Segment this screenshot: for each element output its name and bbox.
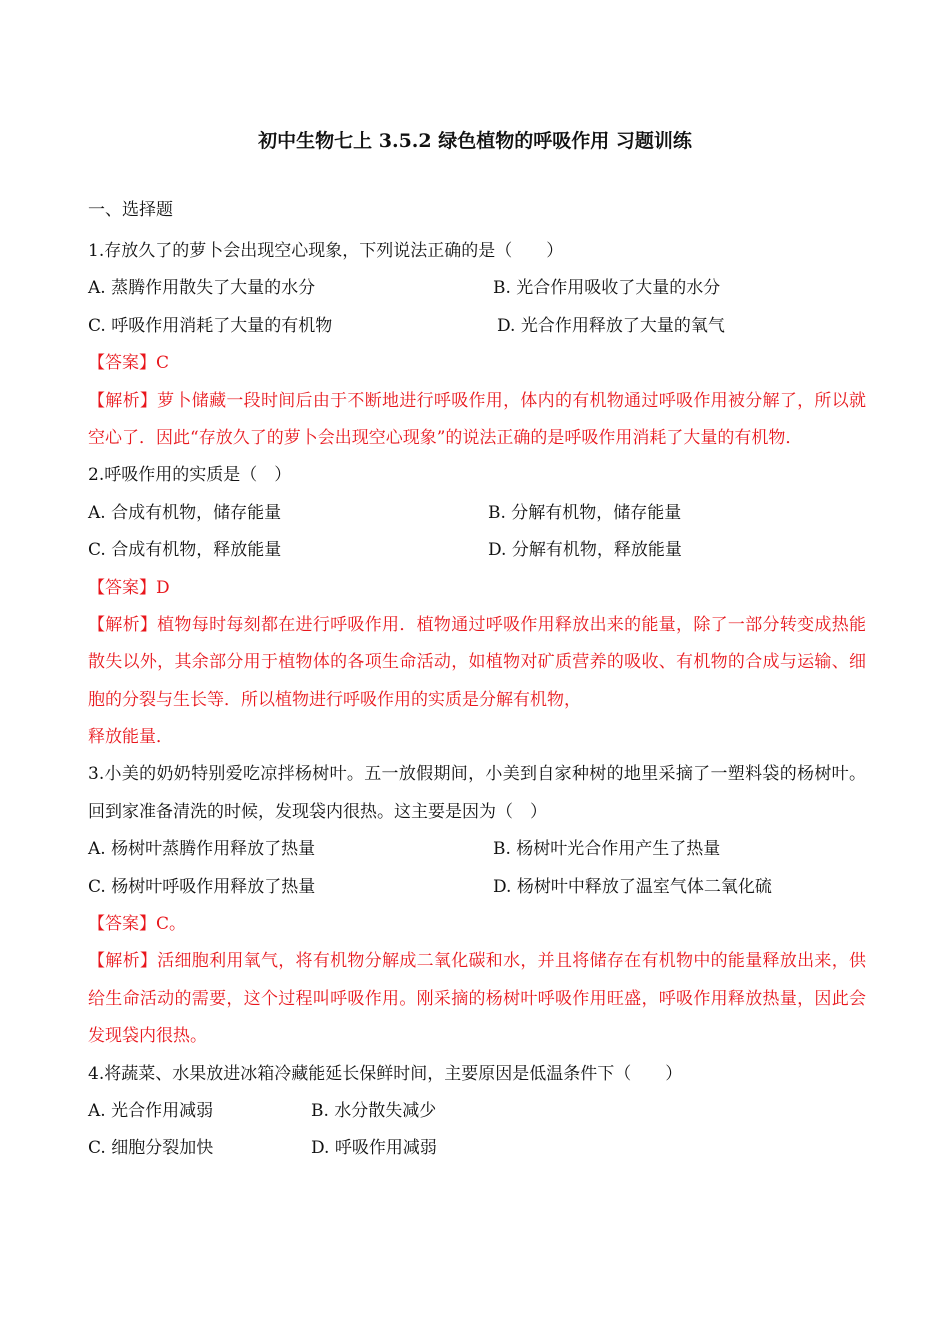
- question-1-option-c: C. 呼吸作用消耗了大量的有机物: [88, 315, 333, 336]
- question-1-options-row-2: [88, 308, 866, 345]
- question-3-option-a: A. 杨树叶蒸腾作用释放了热量: [88, 839, 316, 860]
- question-4-stem: 4.将蔬菜、水果放进冰箱冷藏能延长保鲜时间，主要原因是低温条件下（ ）: [88, 1063, 683, 1084]
- question-4-option-b: B. 水分散失减少: [311, 1101, 437, 1122]
- questions-body: [88, 233, 866, 1168]
- question-1-stem: 1.存放久了的萝卜会出现空心现象，下列说法正确的是（ ）: [88, 241, 564, 261]
- question-3-answer: 【答案】C。: [88, 914, 187, 934]
- question-1-option-a: A. 蒸腾作用散失了大量的水分: [88, 278, 316, 299]
- question-1-options-row-1: [88, 270, 866, 307]
- question-2-option-a: A. 合成有机物，储存能量: [88, 502, 282, 523]
- question-2-options-row-2: [88, 532, 866, 569]
- question-3-option-c: C. 杨树叶呼吸作用释放了热量: [88, 876, 316, 897]
- question-2-stem: 2.呼吸作用的实质是（ ）: [88, 465, 292, 486]
- section-heading: 一、选择题: [88, 200, 173, 220]
- page-title: 初中生物七上 3.5.2 绿色植物的呼吸作用 习题训练: [258, 130, 692, 152]
- question-2-analysis: 【解析】植物每时每刻都在进行呼吸作用．植物通过呼吸作用释放出来的能量，除了一部分转变成热能散失以外，其余部分用于植物体的各项生命活动，如植物对矿质营养的吸收、有机物的合成与运输、细胞的分裂与生长等．所以植物进行呼吸作用的实质是分解有机物，: [88, 615, 866, 710]
- question-4-option-d: D. 呼吸作用减弱: [311, 1138, 437, 1159]
- question-2-option-b: B. 分解有机物，储存能量: [488, 502, 682, 523]
- question-4-option-a: A. 光合作用减弱: [88, 1101, 214, 1122]
- question-3-option-b: B. 杨树叶光合作用产生了热量: [493, 839, 721, 860]
- question-3-stem: 3.小美的奶奶特别爱吃凉拌杨树叶。五一放假期间，小美到自家种树的地里采摘了一塑料袋的杨树叶。回到家准备清洗的时候，发现袋内很热。这主要是因为（ ）: [88, 764, 866, 822]
- question-3-options-row-2: [88, 869, 866, 906]
- question-1-option-b: B. 光合作用吸收了大量的水分: [493, 278, 721, 299]
- question-3-analysis: 【解析】活细胞利用氧气，将有机物分解成二氧化碳和水，并且将储存在有机物中的能量释放出来，供给生命活动的需要，这个过程叫呼吸作用。刚采摘的杨树叶呼吸作用旺盛，呼吸作用释放热量，因此会发现袋内很热。: [88, 951, 866, 1047]
- question-2-option-d: D. 分解有机物，释放能量: [488, 540, 682, 561]
- question-3-options-row-1: [88, 831, 866, 868]
- question-3-option-d: D. 杨树叶中释放了温室气体二氧化硫: [493, 876, 772, 897]
- question-4-options-row-1: [88, 1093, 866, 1130]
- question-1-answer: 【答案】C: [88, 353, 170, 374]
- question-2-option-c: C. 合成有机物，释放能量: [88, 540, 282, 561]
- question-1-option-d: D. 光合作用释放了大量的氧气: [497, 315, 725, 336]
- question-1-analysis: 【解析】萝卜储藏一段时间后由于不断地进行呼吸作用，体内的有机物通过呼吸作用被分解了，所以就空心了．因此“存放久了的萝卜会出现空心现象”的说法正确的是呼吸作用消耗了大量的有机物．: [88, 390, 866, 448]
- question-2-analysis-tail: 释放能量．: [88, 727, 173, 747]
- question-4-options-row-2: [88, 1130, 866, 1167]
- question-4-option-c: C. 细胞分裂加快: [88, 1138, 214, 1159]
- question-2-options-row-1: [88, 495, 866, 532]
- question-2-answer: 【答案】D: [88, 577, 170, 598]
